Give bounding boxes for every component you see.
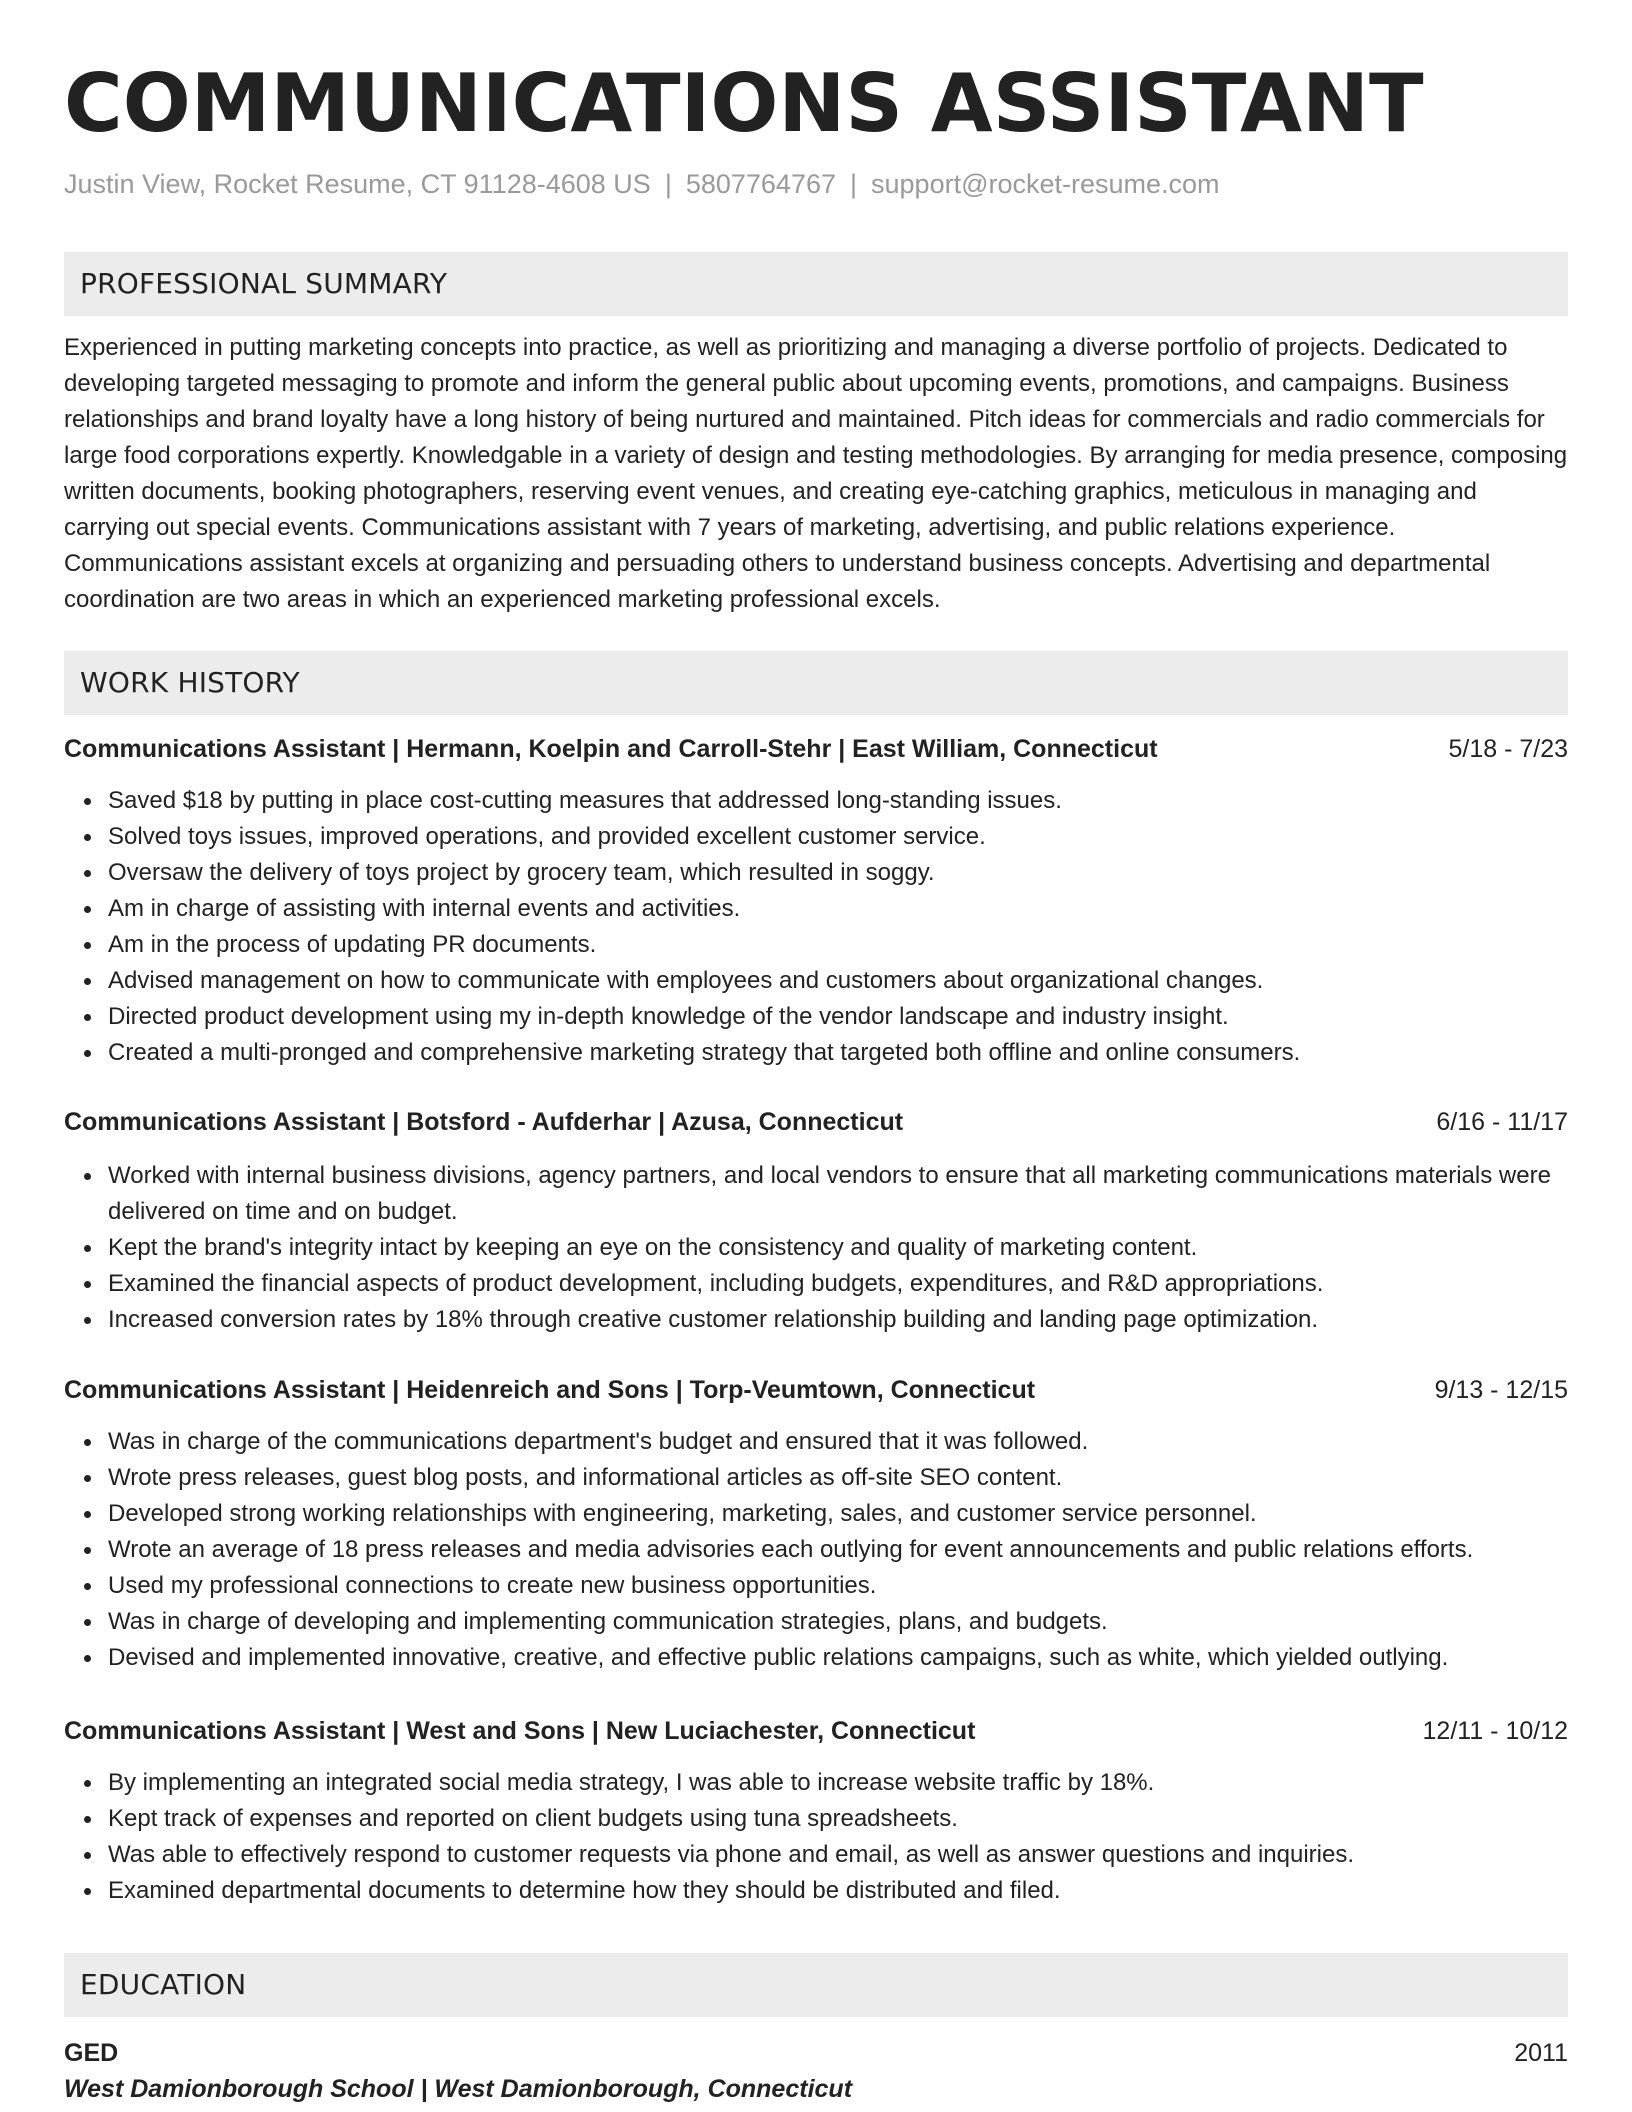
job-header (64, 1713, 1568, 1749)
job-dates: 5/18 - 7/23 (1448, 735, 1568, 763)
list-item: Developed strong working relationships with engineering, marketing, sales, and customer service personnel. (108, 1496, 1568, 1532)
education-row (64, 2035, 1568, 2071)
list-item: Solved toys issues, improved operations, and provided excellent customer service. (108, 819, 1568, 855)
contact-line (64, 166, 1220, 202)
job-title: Communications Assistant | Botsford - Aufderhar | Azusa, Connecticut (64, 1108, 904, 1136)
education-degree: GED (64, 2039, 119, 2067)
list-item: Saved $18 by putting in place cost-cutting measures that addressed long-standing issues. (108, 783, 1568, 819)
list-item: Advised management on how to communicate with employees and customers about organizational changes. (108, 963, 1568, 999)
list-item: Examined the financial aspects of product development, including budgets, expenditures, and R&D appropriations. (108, 1266, 1568, 1302)
list-item: Was in charge of developing and implementing communication strategies, plans, and budgets. (108, 1604, 1568, 1640)
list-item: Worked with internal business divisions, agency partners, and local vendors to ensure that all marketing communications materials were delivered on time and on budget. (108, 1158, 1568, 1230)
list-item: Created a multi-pronged and comprehensive marketing strategy that targeted both offline and online consumers. (108, 1035, 1568, 1071)
job-title: Communications Assistant | Heidenreich and Sons | Torp-Veumtown, Connecticut (64, 1376, 1036, 1404)
list-item: By implementing an integrated social media strategy, I was able to increase website traffic by 18%. (108, 1765, 1568, 1801)
contact-email: support@rocket-resume.com (871, 169, 1220, 199)
list-item: Examined departmental documents to determine how they should be distributed and filed. (108, 1873, 1568, 1909)
candidate-title: COMMUNICATIONS ASSISTANT (64, 57, 1424, 150)
list-item: Was able to effectively respond to customer requests via phone and email, as well as answer questions and inquiries. (108, 1837, 1568, 1873)
list-item: Oversaw the delivery of toys project by grocery team, which resulted in soggy. (108, 855, 1568, 891)
section-heading-education: EDUCATION (64, 1953, 1568, 2017)
education-school: West Damionborough School | West Damionborough, Connecticut (64, 2075, 853, 2103)
job-title: Communications Assistant | Hermann, Koelpin and Carroll-Stehr | East William, Connecticut (64, 735, 1158, 763)
job-bullets (64, 1765, 1568, 1909)
contact-separator: | (850, 169, 858, 199)
job-entry (64, 1104, 1568, 1338)
job-header (64, 1372, 1568, 1408)
summary-text: Experienced in putting marketing concepts into practice, as well as prioritizing and managing a diverse portfolio of projects. Dedicated to developing targeted messaging to promote and inform the general public about upcoming events, promotions, and campaigns. Business relationships and brand loyalty have a long history of being nurtured and maintained. Pitch ideas for commercials and radio commercials for large food corporations expertly. Knowledgable in a variety of design and testing methodologies. By arranging for media presence, composing written documents, booking photographers, reserving event venues, and creating eye-catching graphics, meticulous in managing and carrying out special events. Communications assistant with 7 years of marketing, advertising, and public relations experience. Communications assistant excels at organizing and persuading others to understand business concepts. Advertising and departmental coordination are two areas in which an experienced marketing professional excels. (64, 334, 1568, 613)
job-dates: 6/16 - 11/17 (1436, 1108, 1568, 1136)
section-heading-summary: PROFESSIONAL SUMMARY (64, 252, 1568, 316)
contact-phone: 5807764767 (685, 169, 836, 199)
job-entry (64, 731, 1568, 1071)
summary-section (64, 252, 1568, 618)
list-item: Used my professional connections to create new business opportunities. (108, 1568, 1568, 1604)
list-item: Directed product development using my in-depth knowledge of the vendor landscape and industry insight. (108, 999, 1568, 1035)
contact-separator: | (664, 169, 672, 199)
list-item: Wrote press releases, guest blog posts, and informational articles as off-site SEO content. (108, 1460, 1568, 1496)
job-dates: 12/11 - 10/12 (1422, 1717, 1568, 1745)
job-entry (64, 1372, 1568, 1676)
job-header (64, 1104, 1568, 1140)
job-bullets (64, 1158, 1568, 1338)
list-item: Was in charge of the communications department's budget and ensured that it was followed. (108, 1424, 1568, 1460)
contact-address: Justin View, Rocket Resume, CT 91128-4608 US (64, 169, 651, 199)
work-history-section (64, 651, 1568, 715)
job-bullets (64, 783, 1568, 1071)
list-item: Am in the process of updating PR documents. (108, 927, 1568, 963)
list-item: Devised and implemented innovative, creative, and effective public relations campaigns, such as white, which yielded outlying. (108, 1640, 1568, 1676)
job-entry (64, 1713, 1568, 1909)
section-heading-work: WORK HISTORY (64, 651, 1568, 715)
list-item: Kept track of expenses and reported on client budgets using tuna spreadsheets. (108, 1801, 1568, 1837)
list-item: Am in charge of assisting with internal events and activities. (108, 891, 1568, 927)
education-section (64, 1953, 1568, 2107)
list-item: Increased conversion rates by 18% through creative customer relationship building and landing page optimization. (108, 1302, 1568, 1338)
job-title: Communications Assistant | West and Sons | New Luciachester, Connecticut (64, 1717, 976, 1745)
list-item: Kept the brand's integrity intact by keeping an eye on the consistency and quality of marketing content. (108, 1230, 1568, 1266)
education-year: 2011 (1514, 2039, 1568, 2067)
job-dates: 9/13 - 12/15 (1434, 1376, 1568, 1404)
job-bullets (64, 1424, 1568, 1676)
job-header (64, 731, 1568, 767)
list-item: Wrote an average of 18 press releases and media advisories each outlying for event announcements and public relations efforts. (108, 1532, 1568, 1568)
